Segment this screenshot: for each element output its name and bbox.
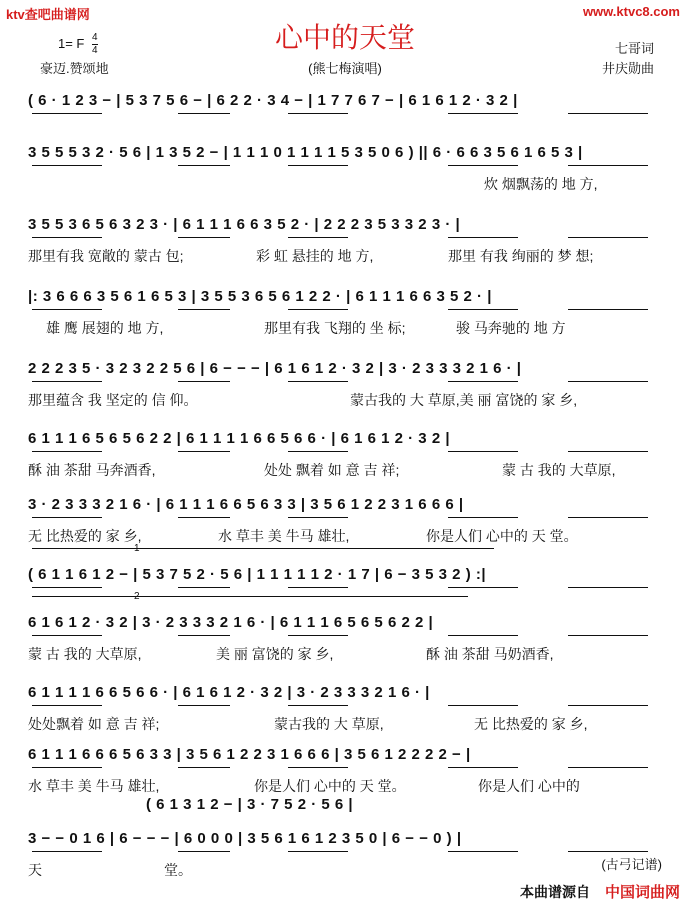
- eighth-note-beam: [568, 309, 648, 310]
- eighth-note-beam: [568, 767, 648, 768]
- eighth-note-beam: [178, 517, 230, 518]
- lyric-phrase: 你是人们 心中的 天 堂。: [254, 778, 406, 794]
- score-line-4: |: 3 6 6 6 3 5 6 1 6 5 3 | 3 5 5 3 6 5 6 1 2 2 · | 6 1 1 1 6 6 3 5 2 · |: [28, 288, 492, 305]
- eighth-note-beam: [178, 309, 230, 310]
- lyric-phrase: 蒙古我的 大 草原,美 丽 富饶的 家 乡,: [350, 392, 578, 408]
- eighth-note-beam: [288, 237, 348, 238]
- eighth-note-beam: [178, 851, 230, 852]
- eighth-note-beam: [178, 587, 230, 588]
- lyric-phrase: 雄 鹰 展翅的 地 方,: [46, 320, 164, 336]
- eighth-note-beam: [568, 451, 648, 452]
- eighth-note-beam: [178, 635, 230, 636]
- score-line-11: 6 1 1 1 6 6 6 5 6 3 3 | 3 5 6 1 2 2 3 1 6 6 6 | 3 5 6 1 2 2 2 2 − |: [28, 746, 471, 763]
- eighth-note-beam: [448, 381, 518, 382]
- lyric-phrase: 酥 油 茶甜 马奔酒香,: [28, 462, 156, 478]
- underline-group-8: [28, 587, 668, 593]
- eighth-note-beam: [448, 635, 518, 636]
- underline-group-5: [28, 381, 668, 387]
- lyric-phrase: 水 草丰 美 牛马 雄壮,: [28, 778, 160, 794]
- lyric-phrase: 炊 烟飘荡的 地 方,: [484, 176, 598, 192]
- lyric-phrase: 骏 马奔驰的 地 方: [456, 320, 566, 336]
- score-line-10: 6 1 1 1 1 6 6 5 6 6 · | 6 1 6 1 2 · 3 2 | 3 · 2 3 3 3 2 1 6 · |: [28, 684, 430, 701]
- eighth-note-beam: [32, 587, 102, 588]
- eighth-note-beam: [568, 517, 648, 518]
- eighth-note-beam: [448, 517, 518, 518]
- site-name-left[interactable]: ktv查吧曲谱网: [6, 7, 90, 22]
- eighth-note-beam: [568, 237, 648, 238]
- first-ending-extension: [130, 548, 494, 549]
- lyric-phrase: 蒙古我的 大 草原,: [274, 716, 384, 732]
- eighth-note-beam: [288, 851, 348, 852]
- eighth-note-beam: [178, 113, 230, 114]
- underline-group-13: [28, 851, 668, 857]
- eighth-note-beam: [178, 767, 230, 768]
- second-ending-extension: [130, 596, 468, 597]
- eighth-note-beam: [448, 705, 518, 706]
- eighth-note-beam: [32, 705, 102, 706]
- underline-group-1: [28, 113, 668, 119]
- eighth-note-beam: [32, 309, 102, 310]
- footer-source-label: 本曲谱源自: [520, 884, 590, 900]
- eighth-note-beam: [568, 705, 648, 706]
- key-signature: [58, 33, 98, 56]
- second-ending-bracket: [32, 596, 136, 597]
- underline-group-12: [28, 817, 668, 823]
- score-line-5: 2 2 2 3 5 · 3 2 3 2 2 5 6 | 6 − − − | 6 1 6 1 2 · 3 2 | 3 · 2 3 3 3 2 1 6 · |: [28, 360, 522, 377]
- meter-bottom: 4: [92, 45, 98, 56]
- time-signature: [92, 33, 98, 56]
- eighth-note-beam: [32, 451, 102, 452]
- first-ending-bracket: [32, 548, 136, 549]
- lyric-phrase: 那里 有我 绚丽的 梦 想;: [448, 248, 594, 264]
- score-line-3: 3 5 5 3 6 5 6 3 2 3 · | 6 1 1 1 6 6 3 5 2 · | 2 2 2 3 5 3 3 2 3 · |: [28, 216, 461, 233]
- song-title: 心中的天堂: [274, 21, 415, 54]
- eighth-note-beam: [288, 587, 348, 588]
- score-line-7: 3 · 2 3 3 3 2 1 6 · | 6 1 1 1 6 6 5 6 3 3 | 3 5 6 1 2 2 3 1 6 6 6 |: [28, 496, 464, 513]
- score-line-12: ( 6 1 3 1 2 − | 3 · 7 5 2 · 5 6 |: [146, 796, 354, 813]
- eighth-note-beam: [32, 237, 102, 238]
- eighth-note-beam: [288, 165, 348, 166]
- eighth-note-beam: [448, 309, 518, 310]
- eighth-note-beam: [448, 851, 518, 852]
- eighth-note-beam: [288, 309, 348, 310]
- score-line-8: ( 6 1 1 6 1 2 − | 5 3 7 5 2 · 5 6 | 1 1 1 1 1 2 · 1 7 | 6 − 3 5 3 2 ) :|: [28, 566, 487, 583]
- score-line-1: ( 6 · 1 2 3 − | 5 3 7 5 6 − | 6 2 2 · 3 4 − | 1 7 7 6 7 − | 6 1 6 1 2 · 3 2 |: [28, 92, 518, 109]
- eighth-note-beam: [568, 381, 648, 382]
- eighth-note-beam: [32, 381, 102, 382]
- lyric-phrase: 那里有我 宽敞的 蒙古 包;: [28, 248, 184, 264]
- eighth-note-beam: [448, 113, 518, 114]
- second-ending-label: 2: [134, 591, 140, 602]
- eighth-note-beam: [568, 587, 648, 588]
- eighth-note-beam: [448, 165, 518, 166]
- underline-group-3: [28, 237, 668, 243]
- performance-marking: 豪迈.赞颂地: [40, 61, 109, 76]
- site-url-right[interactable]: www.ktvc8.com: [582, 4, 680, 19]
- eighth-note-beam: [288, 517, 348, 518]
- lyric-phrase: 美 丽 富饶的 家 乡,: [216, 646, 334, 662]
- eighth-note-beam: [288, 635, 348, 636]
- eighth-note-beam: [568, 165, 648, 166]
- underline-group-7: [28, 517, 668, 523]
- key-label: 1= F: [58, 35, 85, 51]
- score-line-9: 6 1 6 1 2 · 3 2 | 3 · 2 3 3 3 2 1 6 · | 6 1 1 1 6 5 6 5 6 2 2 |: [28, 614, 434, 631]
- eighth-note-beam: [288, 705, 348, 706]
- lyric-phrase: 天: [28, 862, 42, 878]
- eighth-note-beam: [448, 767, 518, 768]
- lyric-phrase: 彩 虹 悬挂的 地 方,: [256, 248, 374, 264]
- score-line-6: 6 1 1 1 6 5 6 5 6 2 2 | 6 1 1 1 1 6 6 5 6 6 · | 6 1 6 1 2 · 3 2 |: [28, 430, 451, 447]
- eighth-note-beam: [288, 113, 348, 114]
- transcriber-note: (古弓记谱): [601, 857, 662, 872]
- eighth-note-beam: [178, 165, 230, 166]
- score-line-13: 3 − − 0 1 6 | 6 − − − | 6 0 0 0 | 3 5 6 1 6 1 2 3 5 0 | 6 − − 0 ) |: [28, 830, 462, 847]
- lyric-phrase: 蒙 古 我的 大草原,: [502, 462, 616, 478]
- eighth-note-beam: [32, 517, 102, 518]
- lyric-phrase: 你是人们 心中的 天 堂。: [426, 528, 578, 544]
- eighth-note-beam: [288, 767, 348, 768]
- eighth-note-beam: [32, 635, 102, 636]
- eighth-note-beam: [288, 381, 348, 382]
- lyric-phrase: 那里蕴含 我 坚定的 信 仰。: [28, 392, 198, 408]
- eighth-note-beam: [32, 851, 102, 852]
- underline-group-11: [28, 767, 668, 773]
- lyric-phrase: 堂。: [164, 862, 192, 878]
- eighth-note-beam: [568, 635, 648, 636]
- lyricist-credit: 七哥词: [614, 41, 654, 56]
- lyric-phrase: 你是人们 心中的: [478, 778, 580, 794]
- eighth-note-beam: [178, 451, 230, 452]
- eighth-note-beam: [448, 237, 518, 238]
- underline-group-10: [28, 705, 668, 711]
- eighth-note-beam: [32, 767, 102, 768]
- eighth-note-beam: [448, 587, 518, 588]
- eighth-note-beam: [288, 451, 348, 452]
- meter-top: 4: [92, 32, 98, 43]
- underline-group-4: [28, 309, 668, 315]
- eighth-note-beam: [448, 451, 518, 452]
- singer-credit: (熊七梅演唱): [308, 61, 382, 76]
- score-line-2: 3 5 5 5 3 2 · 5 6 | 1 3 5 2 − | 1 1 1 0 1 1 1 1 5 3 5 0 6 ) || 6 · 6 6 3 5 6 1 6 5 3 |: [28, 144, 583, 161]
- underline-group-9: [28, 635, 668, 641]
- eighth-note-beam: [32, 113, 102, 114]
- lyric-phrase: 无 比热爱的 家 乡,: [474, 716, 588, 732]
- lyric-phrase: 酥 油 茶甜 马奶酒香,: [426, 646, 554, 662]
- eighth-note-beam: [178, 705, 230, 706]
- eighth-note-beam: [178, 381, 230, 382]
- lyric-phrase: 处处飘着 如 意 吉 祥;: [28, 716, 160, 732]
- eighth-note-beam: [32, 165, 102, 166]
- lyric-phrase: 蒙 古 我的 大草原,: [28, 646, 142, 662]
- lyric-phrase: 水 草丰 美 牛马 雄壮,: [218, 528, 350, 544]
- eighth-note-beam: [178, 237, 230, 238]
- eighth-note-beam: [568, 851, 648, 852]
- first-ending-label: 1: [134, 543, 140, 554]
- eighth-note-beam: [568, 113, 648, 114]
- underline-group-2: [28, 165, 668, 171]
- composer-credit: 井庆勋曲: [601, 61, 654, 76]
- footer-source-site[interactable]: 中国词曲网: [604, 884, 680, 901]
- lyric-phrase: 那里有我 飞翔的 坐 标;: [264, 320, 406, 336]
- underline-group-6: [28, 451, 668, 457]
- lyric-phrase: 处处 飘着 如 意 吉 祥;: [264, 462, 400, 478]
- lyric-phrase: 无 比热爱的 家 乡,: [28, 528, 142, 544]
